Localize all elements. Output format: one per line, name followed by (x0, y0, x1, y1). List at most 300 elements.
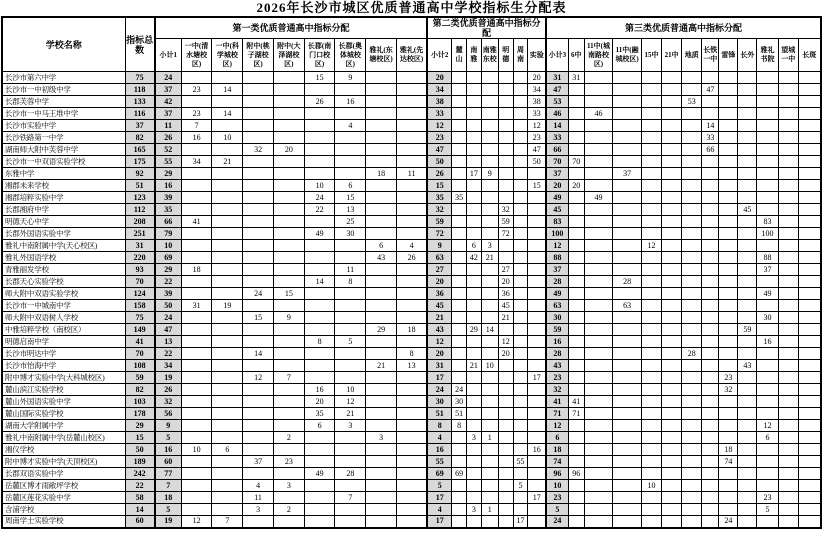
value-cell (641, 252, 661, 264)
value-cell (757, 168, 778, 180)
value-cell (513, 288, 528, 300)
value-cell (513, 120, 528, 132)
value-cell (181, 276, 212, 288)
value-cell (719, 396, 738, 408)
table-row (2, 216, 821, 228)
value-cell (366, 516, 397, 528)
value-cell: 12 (335, 396, 366, 408)
value-cell (498, 144, 513, 156)
value-cell (738, 384, 757, 396)
value-cell (584, 324, 613, 336)
value-cell (396, 288, 427, 300)
value-cell (466, 480, 481, 492)
value-cell (662, 240, 682, 252)
value-cell (702, 252, 719, 264)
value-cell (738, 132, 757, 144)
value-cell (366, 384, 397, 396)
value-cell (719, 240, 738, 252)
value-cell (641, 216, 661, 228)
value-cell: 17 (528, 492, 546, 504)
value-cell (513, 144, 528, 156)
table-row (2, 168, 821, 180)
value-cell: 28 (546, 348, 568, 360)
value-cell (798, 372, 821, 384)
value-cell: 3 (481, 240, 498, 252)
value-cell (682, 468, 702, 480)
value-cell (568, 480, 584, 492)
value-cell (662, 348, 682, 360)
value-cell (513, 216, 528, 228)
value-cell: 23 (757, 492, 778, 504)
value-cell (641, 180, 661, 192)
value-cell (304, 84, 335, 96)
value-cell: 16 (757, 336, 778, 348)
value-cell: 96 (568, 468, 584, 480)
value-cell: 88 (757, 252, 778, 264)
value-cell: 41 (568, 396, 584, 408)
value-cell (757, 276, 778, 288)
value-cell (513, 408, 528, 420)
value-cell: 37 (155, 108, 182, 120)
value-cell: 30 (757, 312, 778, 324)
col-header: 小计2 (427, 39, 451, 72)
value-cell: 23 (546, 492, 568, 504)
value-cell (335, 144, 366, 156)
value-cell: 70 (568, 156, 584, 168)
value-cell (738, 96, 757, 108)
table-row (2, 276, 821, 288)
value-cell (738, 108, 757, 120)
value-cell: 74 (546, 456, 568, 468)
value-cell: 46 (546, 108, 568, 120)
value-cell (584, 72, 613, 84)
value-cell (738, 168, 757, 180)
value-cell (778, 516, 798, 528)
value-cell (452, 492, 467, 504)
value-cell: 32 (498, 204, 513, 216)
value-cell (396, 300, 427, 312)
value-cell (613, 348, 642, 360)
value-cell (273, 132, 304, 144)
value-cell (366, 312, 397, 324)
value-cell (584, 432, 613, 444)
value-cell (304, 288, 335, 300)
value-cell (719, 468, 738, 480)
value-cell (481, 276, 498, 288)
value-cell (366, 156, 397, 168)
value-cell (662, 204, 682, 216)
value-cell (798, 204, 821, 216)
value-cell (212, 372, 243, 384)
value-cell (396, 228, 427, 240)
value-cell: 6 (212, 444, 243, 456)
value-cell (366, 408, 397, 420)
value-cell (662, 72, 682, 84)
value-cell (366, 204, 397, 216)
value-cell (335, 312, 366, 324)
value-cell (682, 192, 702, 204)
value-cell (682, 204, 702, 216)
group-header-category3: 第三类优质普通高中指标分配 (546, 17, 821, 39)
value-cell (702, 216, 719, 228)
value-cell (212, 204, 243, 216)
value-cell (335, 444, 366, 456)
table-row (2, 504, 821, 516)
value-cell (584, 480, 613, 492)
value-cell (243, 408, 274, 420)
value-cell (702, 288, 719, 300)
value-cell (757, 444, 778, 456)
value-cell (702, 468, 719, 480)
value-cell (641, 492, 661, 504)
value-cell (243, 324, 274, 336)
value-cell (778, 384, 798, 396)
value-cell (498, 180, 513, 192)
value-cell (304, 360, 335, 372)
value-cell (738, 228, 757, 240)
value-cell: 242 (125, 468, 155, 480)
value-cell (273, 360, 304, 372)
value-cell (798, 168, 821, 180)
value-cell: 15 (125, 432, 155, 444)
table-row (2, 84, 821, 96)
value-cell (335, 168, 366, 180)
value-cell (702, 492, 719, 504)
value-cell (584, 348, 613, 360)
value-cell: 50 (155, 300, 182, 312)
value-cell (584, 408, 613, 420)
table-row (2, 480, 821, 492)
value-cell (702, 204, 719, 216)
value-cell (662, 360, 682, 372)
value-cell: 1 (481, 504, 498, 516)
col-header: 15中 (641, 39, 661, 72)
value-cell (641, 408, 661, 420)
value-cell: 5 (546, 504, 568, 516)
value-cell (757, 240, 778, 252)
value-cell (466, 132, 481, 144)
value-cell (481, 96, 498, 108)
value-cell (584, 336, 613, 348)
value-cell (662, 108, 682, 120)
value-cell (366, 84, 397, 96)
value-cell (396, 312, 427, 324)
value-cell: 24 (452, 384, 467, 396)
value-cell: 34 (155, 360, 182, 372)
value-cell (212, 420, 243, 432)
table-row (2, 144, 821, 156)
value-cell (212, 228, 243, 240)
value-cell (481, 132, 498, 144)
col-header: 周南 (513, 39, 528, 72)
table-row (2, 120, 821, 132)
value-cell: 20 (273, 144, 304, 156)
value-cell (304, 492, 335, 504)
value-cell: 26 (155, 132, 182, 144)
value-cell (662, 420, 682, 432)
value-cell (613, 324, 642, 336)
value-cell: 20 (546, 180, 568, 192)
value-cell (798, 264, 821, 276)
value-cell (662, 384, 682, 396)
col-header: 6中 (568, 39, 584, 72)
value-cell (243, 228, 274, 240)
value-cell: 19 (155, 372, 182, 384)
value-cell (498, 168, 513, 180)
value-cell: 37 (155, 84, 182, 96)
value-cell (396, 504, 427, 516)
value-cell (798, 84, 821, 96)
value-cell: 10 (335, 384, 366, 396)
value-cell (212, 252, 243, 264)
value-cell (304, 108, 335, 120)
value-cell (613, 384, 642, 396)
value-cell: 1 (481, 432, 498, 444)
value-cell (528, 252, 546, 264)
value-cell: 4 (427, 432, 451, 444)
value-cell (568, 360, 584, 372)
value-cell: 17 (528, 372, 546, 384)
value-cell: 70 (125, 276, 155, 288)
value-cell (466, 348, 481, 360)
value-cell (778, 108, 798, 120)
value-cell: 53 (682, 96, 702, 108)
value-cell (757, 468, 778, 480)
value-cell: 32 (546, 384, 568, 396)
value-cell (568, 324, 584, 336)
value-cell (682, 504, 702, 516)
value-cell (584, 156, 613, 168)
value-cell: 77 (155, 468, 182, 480)
value-cell (757, 324, 778, 336)
value-cell: 28 (613, 276, 642, 288)
value-cell (273, 228, 304, 240)
value-cell: 49 (546, 288, 568, 300)
value-cell (181, 492, 212, 504)
value-cell (719, 324, 738, 336)
value-cell (568, 492, 584, 504)
value-cell (366, 228, 397, 240)
value-cell (738, 504, 757, 516)
value-cell (466, 96, 481, 108)
value-cell: 55 (427, 456, 451, 468)
value-cell (528, 348, 546, 360)
value-cell: 52 (155, 144, 182, 156)
value-cell (702, 108, 719, 120)
value-cell (778, 204, 798, 216)
value-cell (568, 504, 584, 516)
value-cell (466, 396, 481, 408)
value-cell (243, 168, 274, 180)
value-cell (304, 444, 335, 456)
table-row (2, 72, 821, 84)
value-cell (513, 312, 528, 324)
value-cell (568, 108, 584, 120)
value-cell: 116 (125, 108, 155, 120)
value-cell: 8 (335, 276, 366, 288)
value-cell (243, 300, 274, 312)
value-cell: 10 (546, 480, 568, 492)
value-cell: 11 (243, 492, 274, 504)
value-cell (452, 276, 467, 288)
value-cell: 22 (304, 204, 335, 216)
table-row (2, 336, 821, 348)
value-cell (335, 84, 366, 96)
school-name: 长沙市一中城南中学 (2, 300, 125, 312)
value-cell: 35 (155, 204, 182, 216)
value-cell (738, 468, 757, 480)
value-cell (396, 144, 427, 156)
col-header: 地质 (682, 39, 702, 72)
value-cell: 9 (273, 312, 304, 324)
value-cell: 72 (498, 228, 513, 240)
value-cell (498, 384, 513, 396)
value-cell (798, 360, 821, 372)
value-cell (662, 480, 682, 492)
value-cell: 8 (304, 336, 335, 348)
value-cell (304, 132, 335, 144)
value-cell (273, 216, 304, 228)
value-cell: 4 (427, 504, 451, 516)
value-cell (798, 228, 821, 240)
value-cell: 15 (528, 180, 546, 192)
value-cell (481, 228, 498, 240)
value-cell: 8 (452, 420, 467, 432)
value-cell (757, 204, 778, 216)
value-cell: 55 (155, 156, 182, 168)
value-cell (212, 144, 243, 156)
value-cell (466, 108, 481, 120)
table-row (2, 300, 821, 312)
value-cell (452, 516, 467, 528)
value-cell (702, 324, 719, 336)
col-header: 小计3 (546, 39, 568, 72)
value-cell: 37 (125, 120, 155, 132)
value-cell (513, 504, 528, 516)
value-cell: 25 (335, 216, 366, 228)
value-cell: 10 (304, 180, 335, 192)
value-cell (738, 336, 757, 348)
value-cell (181, 72, 212, 84)
value-cell (641, 456, 661, 468)
col-header: 雷锋 (719, 39, 738, 72)
value-cell (481, 420, 498, 432)
value-cell (181, 504, 212, 516)
table-row (2, 372, 821, 384)
value-cell (682, 264, 702, 276)
value-cell (613, 468, 642, 480)
value-cell (304, 348, 335, 360)
value-cell (757, 360, 778, 372)
value-cell: 22 (125, 480, 155, 492)
value-cell (481, 300, 498, 312)
school-name: 青雅丽发学校 (2, 264, 125, 276)
value-cell (304, 144, 335, 156)
value-cell (528, 336, 546, 348)
table-row (2, 432, 821, 444)
value-cell (719, 228, 738, 240)
value-cell (481, 348, 498, 360)
col-header-school-name: 学校名称 (2, 17, 125, 72)
value-cell (273, 204, 304, 216)
value-cell (513, 468, 528, 480)
value-cell (584, 216, 613, 228)
value-cell (662, 84, 682, 96)
value-cell (568, 192, 584, 204)
value-cell (396, 516, 427, 528)
value-cell: 93 (125, 264, 155, 276)
value-cell (662, 276, 682, 288)
col-header: 长铁一中 (702, 39, 719, 72)
value-cell: 14 (304, 276, 335, 288)
value-cell (212, 312, 243, 324)
value-cell: 51 (427, 408, 451, 420)
value-cell (738, 312, 757, 324)
value-cell (798, 324, 821, 336)
value-cell (778, 372, 798, 384)
value-cell (513, 180, 528, 192)
value-cell: 18 (719, 444, 738, 456)
school-name: 岳麓区莲花实验中学 (2, 492, 125, 504)
value-cell (452, 240, 467, 252)
value-cell (304, 324, 335, 336)
value-cell (396, 444, 427, 456)
value-cell: 20 (427, 276, 451, 288)
value-cell (613, 396, 642, 408)
value-cell (498, 480, 513, 492)
value-cell (662, 180, 682, 192)
value-cell (584, 180, 613, 192)
value-cell (798, 192, 821, 204)
value-cell: 26 (155, 384, 182, 396)
value-cell (243, 240, 274, 252)
value-cell (738, 180, 757, 192)
value-cell (366, 288, 397, 300)
value-cell (798, 132, 821, 144)
value-cell: 38 (427, 96, 451, 108)
value-cell (335, 504, 366, 516)
value-cell: 28 (335, 468, 366, 480)
table-row (2, 456, 821, 468)
value-cell (481, 336, 498, 348)
value-cell: 34 (181, 156, 212, 168)
school-name: 长沙市一中马王堆中学 (2, 108, 125, 120)
value-cell: 63 (427, 252, 451, 264)
value-cell (738, 480, 757, 492)
value-cell (396, 336, 427, 348)
value-cell (466, 444, 481, 456)
value-cell (273, 252, 304, 264)
value-cell (396, 468, 427, 480)
value-cell (757, 96, 778, 108)
value-cell: 13 (396, 360, 427, 372)
value-cell: 2 (273, 504, 304, 516)
value-cell (719, 432, 738, 444)
value-cell (273, 240, 304, 252)
value-cell (798, 216, 821, 228)
value-cell: 31 (427, 360, 451, 372)
value-cell (738, 396, 757, 408)
value-cell (513, 72, 528, 84)
value-cell: 92 (125, 168, 155, 180)
value-cell: 15 (335, 192, 366, 204)
value-cell (452, 120, 467, 132)
value-cell: 35 (427, 192, 451, 204)
value-cell (528, 264, 546, 276)
value-cell (568, 456, 584, 468)
value-cell (366, 444, 397, 456)
value-cell (396, 264, 427, 276)
